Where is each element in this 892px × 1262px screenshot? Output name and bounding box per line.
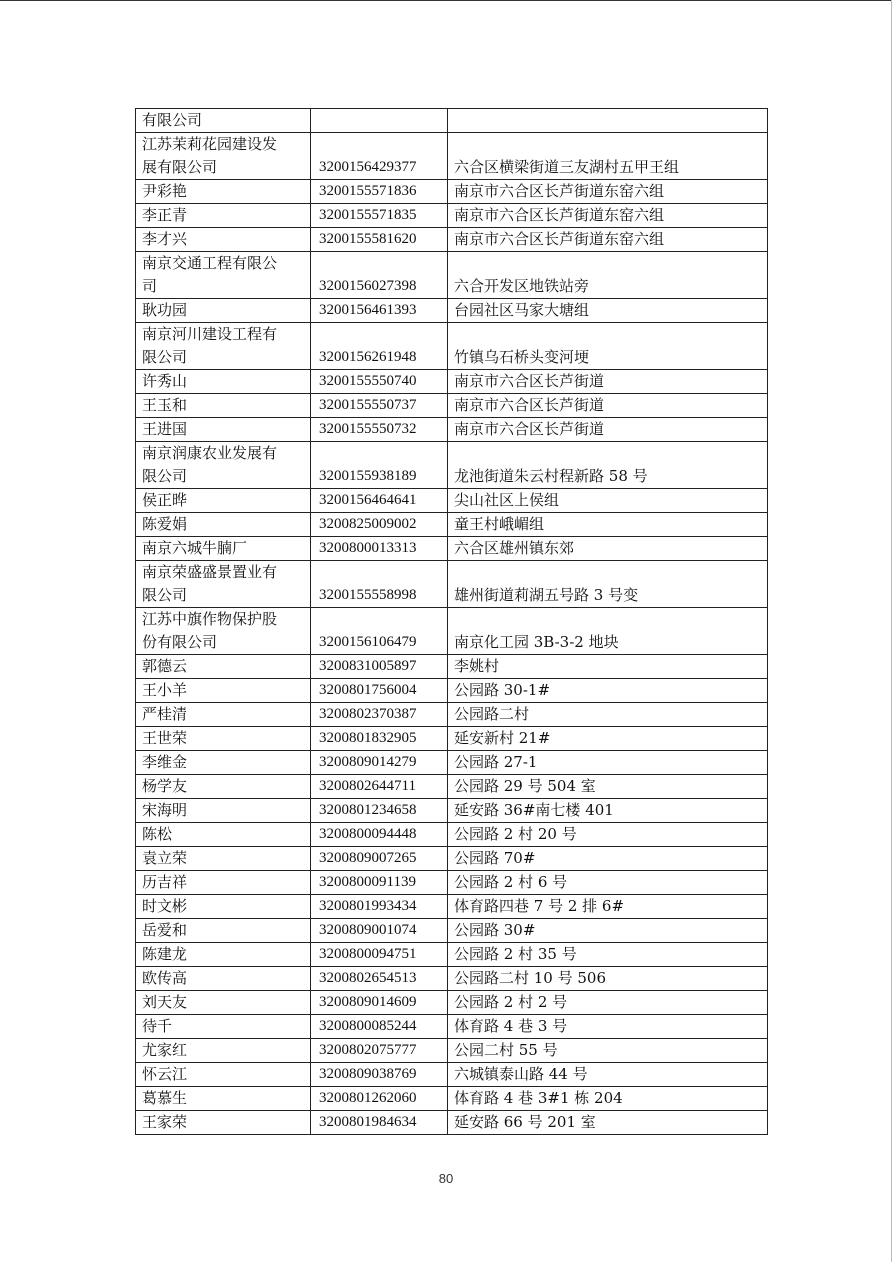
table-row — [136, 1111, 768, 1135]
table-row — [136, 1063, 768, 1087]
records-table — [135, 108, 768, 1135]
address-cell: 南京市六合区长芦街道东窑六组 — [448, 204, 768, 228]
page-number: 80 — [438, 1171, 454, 1186]
table-row — [136, 967, 768, 991]
table-row — [136, 751, 768, 775]
code-cell: 3200809014279 — [311, 751, 448, 775]
table-row — [136, 895, 768, 919]
address-cell: 南京化工园 3B-3-2 地块 — [448, 608, 768, 655]
address-cell: 公园二村 55 号 — [448, 1039, 768, 1063]
address-cell: 南京市六合区长芦街道东窑六组 — [448, 228, 768, 252]
address-cell: 公园路 2 村 6 号 — [448, 871, 768, 895]
name-cell: 南京河川建设工程有 限公司 — [136, 323, 311, 370]
name-cell: 杨学友 — [136, 775, 311, 799]
address-cell: 公园路 2 村 2 号 — [448, 991, 768, 1015]
address-cell: 童王村峨嵋组 — [448, 513, 768, 537]
table-row — [136, 847, 768, 871]
name-cell: 南京润康农业发展有 限公司 — [136, 442, 311, 489]
address-cell: 公园路 29 号 504 室 — [448, 775, 768, 799]
code-cell: 3200801984634 — [311, 1111, 448, 1135]
code-cell: 3200801262060 — [311, 1087, 448, 1111]
address-cell: 延安新村 21# — [448, 727, 768, 751]
table-row — [136, 442, 768, 489]
code-cell: 3200809001074 — [311, 919, 448, 943]
address-cell: 台园社区马家大塘组 — [448, 299, 768, 323]
code-cell: 3200825009002 — [311, 513, 448, 537]
page-top-border — [0, 0, 892, 1]
address-cell: 公园路 2 村 35 号 — [448, 943, 768, 967]
code-cell: 3200809014609 — [311, 991, 448, 1015]
code-cell: 3200155581620 — [311, 228, 448, 252]
code-cell: 3200155558998 — [311, 561, 448, 608]
name-cell: 待千 — [136, 1015, 311, 1039]
address-cell: 延安路 66 号 201 室 — [448, 1111, 768, 1135]
name-cell: 江苏中旗作物保护股 份有限公司 — [136, 608, 311, 655]
address-cell: 公园路 30# — [448, 919, 768, 943]
name-cell: 怀云江 — [136, 1063, 311, 1087]
address-cell: 南京市六合区长芦街道 — [448, 418, 768, 442]
code-cell: 3200802644711 — [311, 775, 448, 799]
code-cell: 3200802075777 — [311, 1039, 448, 1063]
name-cell: 侯正晔 — [136, 489, 311, 513]
name-cell: 刘天友 — [136, 991, 311, 1015]
code-cell: 3200155571836 — [311, 180, 448, 204]
name-cell: 有限公司 — [136, 109, 311, 133]
name-cell: 耿功园 — [136, 299, 311, 323]
address-cell: 公园路 27-1 — [448, 751, 768, 775]
name-cell: 王家荣 — [136, 1111, 311, 1135]
address-cell: 公园路二村 — [448, 703, 768, 727]
address-cell: 六合开发区地铁站旁 — [448, 252, 768, 299]
name-cell: 王玉和 — [136, 394, 311, 418]
name-cell: 李正青 — [136, 204, 311, 228]
table-row — [136, 513, 768, 537]
table-row — [136, 370, 768, 394]
code-cell: 3200800094751 — [311, 943, 448, 967]
name-cell: 岳爱和 — [136, 919, 311, 943]
table-row — [136, 323, 768, 370]
address-cell: 公园路 70# — [448, 847, 768, 871]
name-cell: 时文彬 — [136, 895, 311, 919]
name-cell: 王世荣 — [136, 727, 311, 751]
address-cell: 竹镇乌石桥头变河埂 — [448, 323, 768, 370]
address-cell: 李姚村 — [448, 655, 768, 679]
table-row — [136, 228, 768, 252]
name-cell: 陈爱娟 — [136, 513, 311, 537]
address-cell: 体育路四巷 7 号 2 排 6# — [448, 895, 768, 919]
address-cell: 六合区雄州镇东郊 — [448, 537, 768, 561]
name-cell: 葛慕生 — [136, 1087, 311, 1111]
name-cell: 欧传高 — [136, 967, 311, 991]
code-cell: 3200156464641 — [311, 489, 448, 513]
table-row — [136, 991, 768, 1015]
code-cell: 3200809007265 — [311, 847, 448, 871]
table-row — [136, 537, 768, 561]
name-cell: 江苏茉莉花园建设发 展有限公司 — [136, 133, 311, 180]
name-cell: 袁立荣 — [136, 847, 311, 871]
address-cell: 南京市六合区长芦街道 — [448, 370, 768, 394]
address-cell: 公园路二村 10 号 506 — [448, 967, 768, 991]
code-cell: 3200802654513 — [311, 967, 448, 991]
table-row — [136, 703, 768, 727]
name-cell: 南京荣盛盛景置业有 限公司 — [136, 561, 311, 608]
code-cell: 3200800013313 — [311, 537, 448, 561]
name-cell: 郭德云 — [136, 655, 311, 679]
code-cell — [311, 109, 448, 133]
table-row — [136, 1039, 768, 1063]
table-row — [136, 608, 768, 655]
table-row — [136, 775, 768, 799]
name-cell: 许秀山 — [136, 370, 311, 394]
address-cell: 尖山社区上侯组 — [448, 489, 768, 513]
table-row — [136, 799, 768, 823]
address-cell: 延安路 36#南七楼 401 — [448, 799, 768, 823]
code-cell: 3200156106479 — [311, 608, 448, 655]
table-row — [136, 655, 768, 679]
name-cell: 南京六城牛腩厂 — [136, 537, 311, 561]
table-row — [136, 109, 768, 133]
name-cell: 尹彩艳 — [136, 180, 311, 204]
table-row — [136, 871, 768, 895]
table-row — [136, 394, 768, 418]
address-cell: 体育路 4 巷 3#1 栋 204 — [448, 1087, 768, 1111]
address-cell — [448, 109, 768, 133]
address-cell: 公园路 30-1# — [448, 679, 768, 703]
address-cell: 体育路 4 巷 3 号 — [448, 1015, 768, 1039]
table-row — [136, 180, 768, 204]
table-row — [136, 823, 768, 847]
code-cell: 3200831005897 — [311, 655, 448, 679]
code-cell: 3200800094448 — [311, 823, 448, 847]
code-cell: 3200800085244 — [311, 1015, 448, 1039]
address-cell: 南京市六合区长芦街道东窑六组 — [448, 180, 768, 204]
code-cell: 3200156261948 — [311, 323, 448, 370]
code-cell: 3200156027398 — [311, 252, 448, 299]
table-row — [136, 1015, 768, 1039]
name-cell: 尤家红 — [136, 1039, 311, 1063]
table-row — [136, 204, 768, 228]
table-row — [136, 299, 768, 323]
table-row — [136, 919, 768, 943]
name-cell: 南京交通工程有限公 司 — [136, 252, 311, 299]
code-cell: 3200155571835 — [311, 204, 448, 228]
records-table-body — [136, 109, 768, 1135]
table-row — [136, 133, 768, 180]
code-cell: 3200802370387 — [311, 703, 448, 727]
table-row — [136, 943, 768, 967]
address-cell: 龙池街道朱云村程新路 58 号 — [448, 442, 768, 489]
name-cell: 王进国 — [136, 418, 311, 442]
code-cell: 3200801993434 — [311, 895, 448, 919]
code-cell: 3200801234658 — [311, 799, 448, 823]
table-row — [136, 727, 768, 751]
code-cell: 3200801756004 — [311, 679, 448, 703]
address-cell: 六合区横梁街道三友湖村五甲王组 — [448, 133, 768, 180]
name-cell: 宋海明 — [136, 799, 311, 823]
code-cell: 3200155550740 — [311, 370, 448, 394]
name-cell: 历吉祥 — [136, 871, 311, 895]
table-row — [136, 679, 768, 703]
address-cell: 南京市六合区长芦街道 — [448, 394, 768, 418]
name-cell: 陈松 — [136, 823, 311, 847]
name-cell: 陈建龙 — [136, 943, 311, 967]
code-cell: 3200800091139 — [311, 871, 448, 895]
address-cell: 六城镇泰山路 44 号 — [448, 1063, 768, 1087]
address-cell: 公园路 2 村 20 号 — [448, 823, 768, 847]
name-cell: 李才兴 — [136, 228, 311, 252]
code-cell: 3200156461393 — [311, 299, 448, 323]
table-row — [136, 1087, 768, 1111]
name-cell: 严桂清 — [136, 703, 311, 727]
code-cell: 3200156429377 — [311, 133, 448, 180]
address-cell: 雄州街道莉湖五号路 3 号变 — [448, 561, 768, 608]
name-cell: 李维金 — [136, 751, 311, 775]
code-cell: 3200155550732 — [311, 418, 448, 442]
table-row — [136, 489, 768, 513]
table-row — [136, 252, 768, 299]
code-cell: 3200155550737 — [311, 394, 448, 418]
code-cell: 3200155938189 — [311, 442, 448, 489]
name-cell: 王小羊 — [136, 679, 311, 703]
table-row — [136, 418, 768, 442]
table-row — [136, 561, 768, 608]
code-cell: 3200809038769 — [311, 1063, 448, 1087]
code-cell: 3200801832905 — [311, 727, 448, 751]
